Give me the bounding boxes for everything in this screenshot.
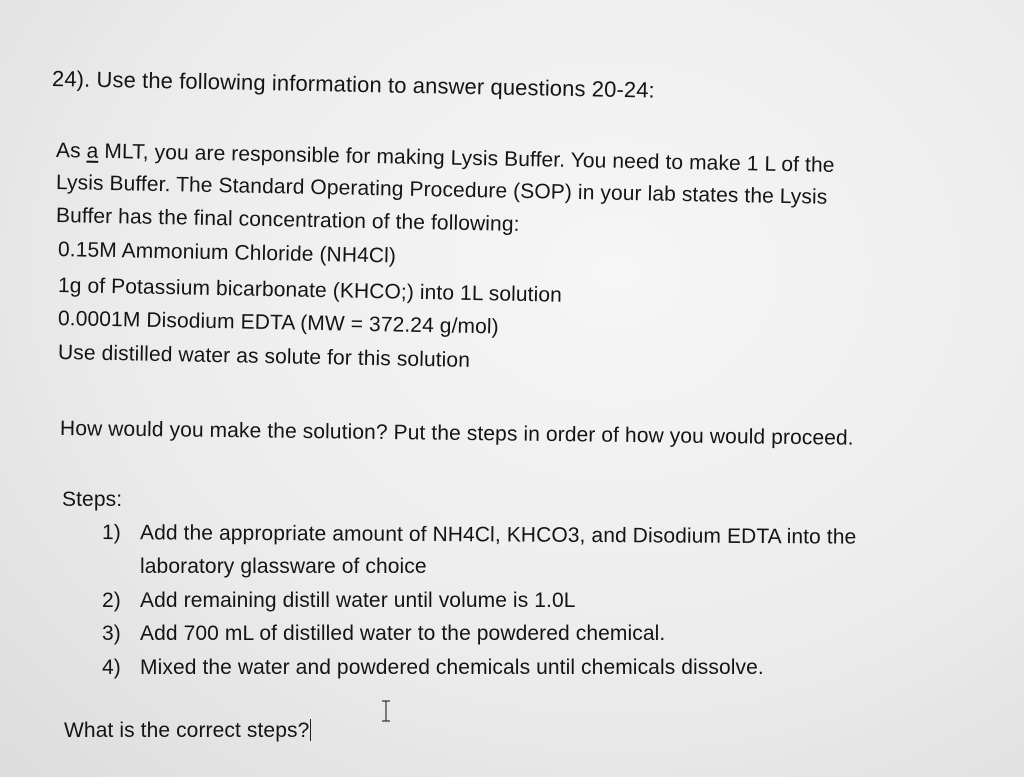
- step-item: [102, 621, 665, 647]
- step-text: Add remaining distill water until volume is 1.0L: [140, 589, 576, 612]
- step-number: 2): [102, 589, 121, 612]
- intro-line-3: Buffer has the final concentration of the following:: [55, 204, 520, 236]
- i-beam-cursor-icon: [380, 700, 392, 722]
- answer-prompt-text: What is the correct steps?: [64, 719, 310, 742]
- requirement-item: 1g of Potassium bicarbonate (KHCO;) into 1L solution: [57, 274, 563, 307]
- step-number: 4): [102, 656, 121, 679]
- step-item: [102, 588, 576, 614]
- intro-line-1-prefix: As: [55, 139, 87, 163]
- step-text: Add 700 mL of distilled water to the powdered chemical.: [140, 622, 666, 645]
- steps-label: Steps:: [62, 488, 123, 511]
- step-continuation: laboratory glassware of choice: [140, 555, 427, 578]
- answer-prompt[interactable]: [64, 718, 311, 744]
- requirement-item: Use distilled water as solute for this solution: [57, 341, 471, 372]
- step-item: [102, 520, 856, 551]
- requirement-item: 0.15M Ammonium Chloride (NH4Cl): [57, 238, 397, 268]
- intro-underlined-word: a: [86, 139, 99, 163]
- step-number: 1): [101, 521, 121, 545]
- step-text: Add the appropriate amount of NH4Cl, KHCO3, and Disodium EDTA into the: [139, 521, 857, 549]
- requirement-item: 0.0001M Disodium EDTA (MW = 372.24 g/mol): [57, 307, 499, 339]
- step-item: [102, 655, 764, 681]
- text-caret-icon: [310, 719, 311, 741]
- intro-line-1-rest: MLT, you are responsible for making Lysis Buffer. You need to make 1 L of the: [98, 139, 835, 177]
- step-text: Mixed the water and powdered chemicals until chemicals dissolve.: [140, 656, 764, 679]
- question-header: 24). Use the following information to answer questions 20-24:: [51, 66, 656, 103]
- step-number: 3): [102, 622, 121, 645]
- intro-line-2: Lysis Buffer. The Standard Operating Procedure (SOP) in your lab states the Lysis: [55, 171, 828, 209]
- question-text: How would you make the solution? Put the steps in order of how you would proceed.: [59, 417, 854, 450]
